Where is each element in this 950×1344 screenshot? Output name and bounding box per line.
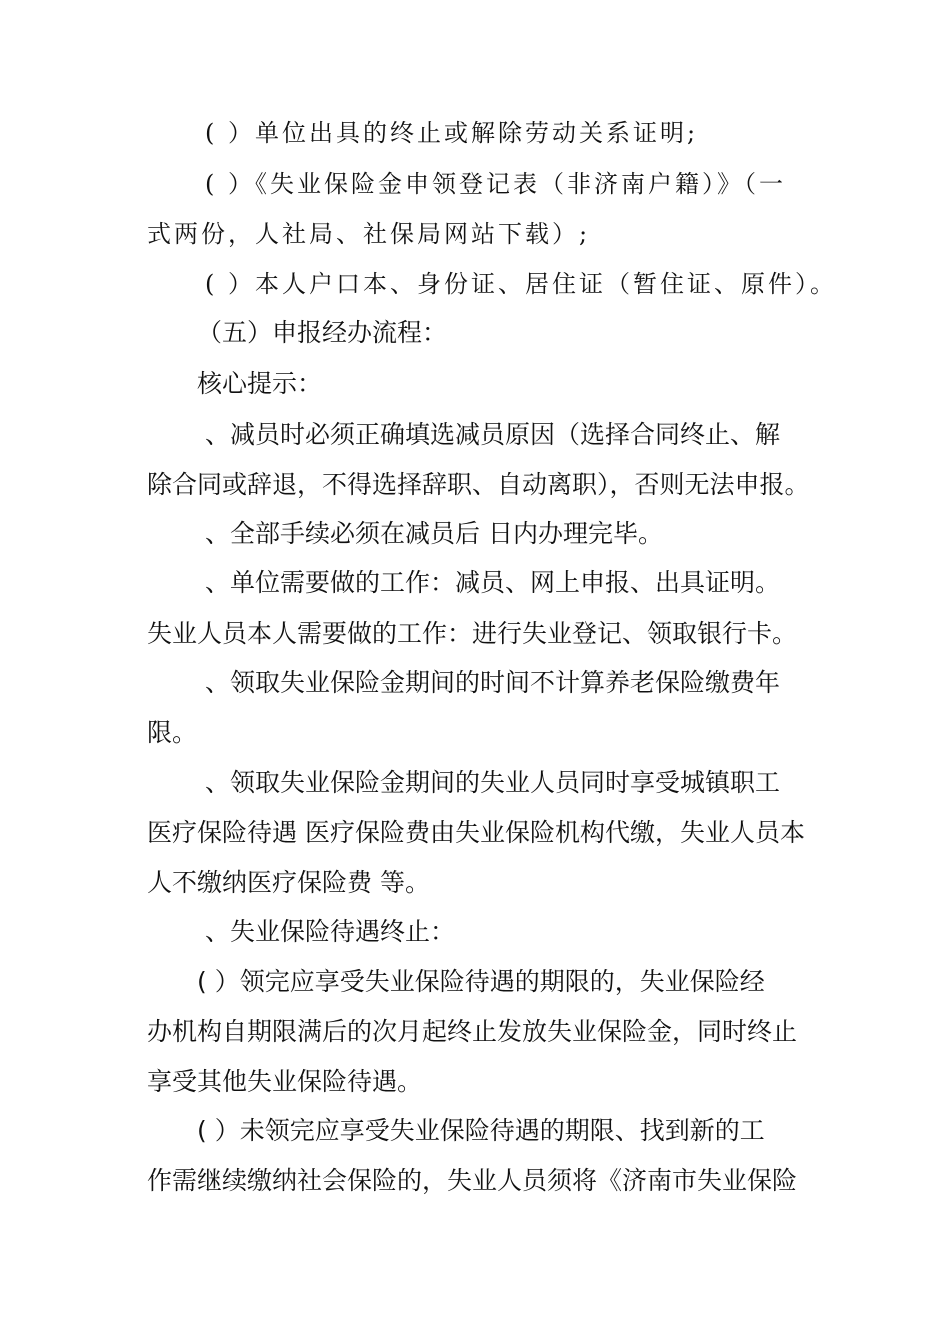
key-tip-heading: 核心提示： <box>197 369 323 398</box>
text-line-22: 作需继续缴纳社会保险的，失业人员须将《济南市失业保险 <box>147 1166 798 1195</box>
text-line-17: 、失业保险待遇终止： <box>205 917 456 946</box>
text-line-21: ( ）未领完应享受失业保险待遇的期限、找到新的工 <box>197 1116 765 1145</box>
text-line-9: 、全部手续必须在减员后 日内办理完毕。 <box>205 519 663 548</box>
text-line-12: 、领取失业保险金期间的时间不计算养老保险缴费年 <box>205 668 781 697</box>
section-heading: （五）申报经办流程： <box>197 318 448 347</box>
text-line-19: 办机构自期限满后的次月起终止发放失业保险金，同时终止 <box>147 1017 798 1046</box>
text-line-14: 、领取失业保险金期间的失业人员同时享受城镇职工 <box>205 768 781 797</box>
text-line-4: ( ）本人户口本、身份证、居住证（暂住证、原件）。 <box>205 270 837 298</box>
text-line-7: 、减员时必须正确填选减员原因（选择合同终止、解 <box>205 420 781 449</box>
text-line-16: 人不缴纳医疗保险费 等。 <box>147 868 430 897</box>
text-line-13: 限。 <box>147 718 198 747</box>
text-line-18: ( ）领完应享受失业保险待遇的期限的，失业保险经 <box>197 967 765 996</box>
text-line-15: 医疗保险待遇 医疗保险费由失业保险机构代缴，失业人员本 <box>147 818 805 847</box>
text-line-20: 享受其他失业保险待遇。 <box>147 1067 423 1096</box>
text-line-11: 失业人员本人需要做的工作：进行失业登记、领取银行卡。 <box>147 619 798 648</box>
text-line-8: 除合同或辞退，不得选择辞职、自动离职），否则无法申报。 <box>147 470 810 499</box>
text-line-2: ( ）《失业保险金申领登记表（非济南户籍）》（一 <box>205 170 786 198</box>
text-line-1: ( ）单位出具的终止或解除劳动关系证明; <box>205 119 699 147</box>
text-line-3: 式两份，人社局、社保局网站下载）; <box>147 220 591 248</box>
text-line-10: 、单位需要做的工作：减员、网上申报、出具证明。 <box>205 568 781 597</box>
